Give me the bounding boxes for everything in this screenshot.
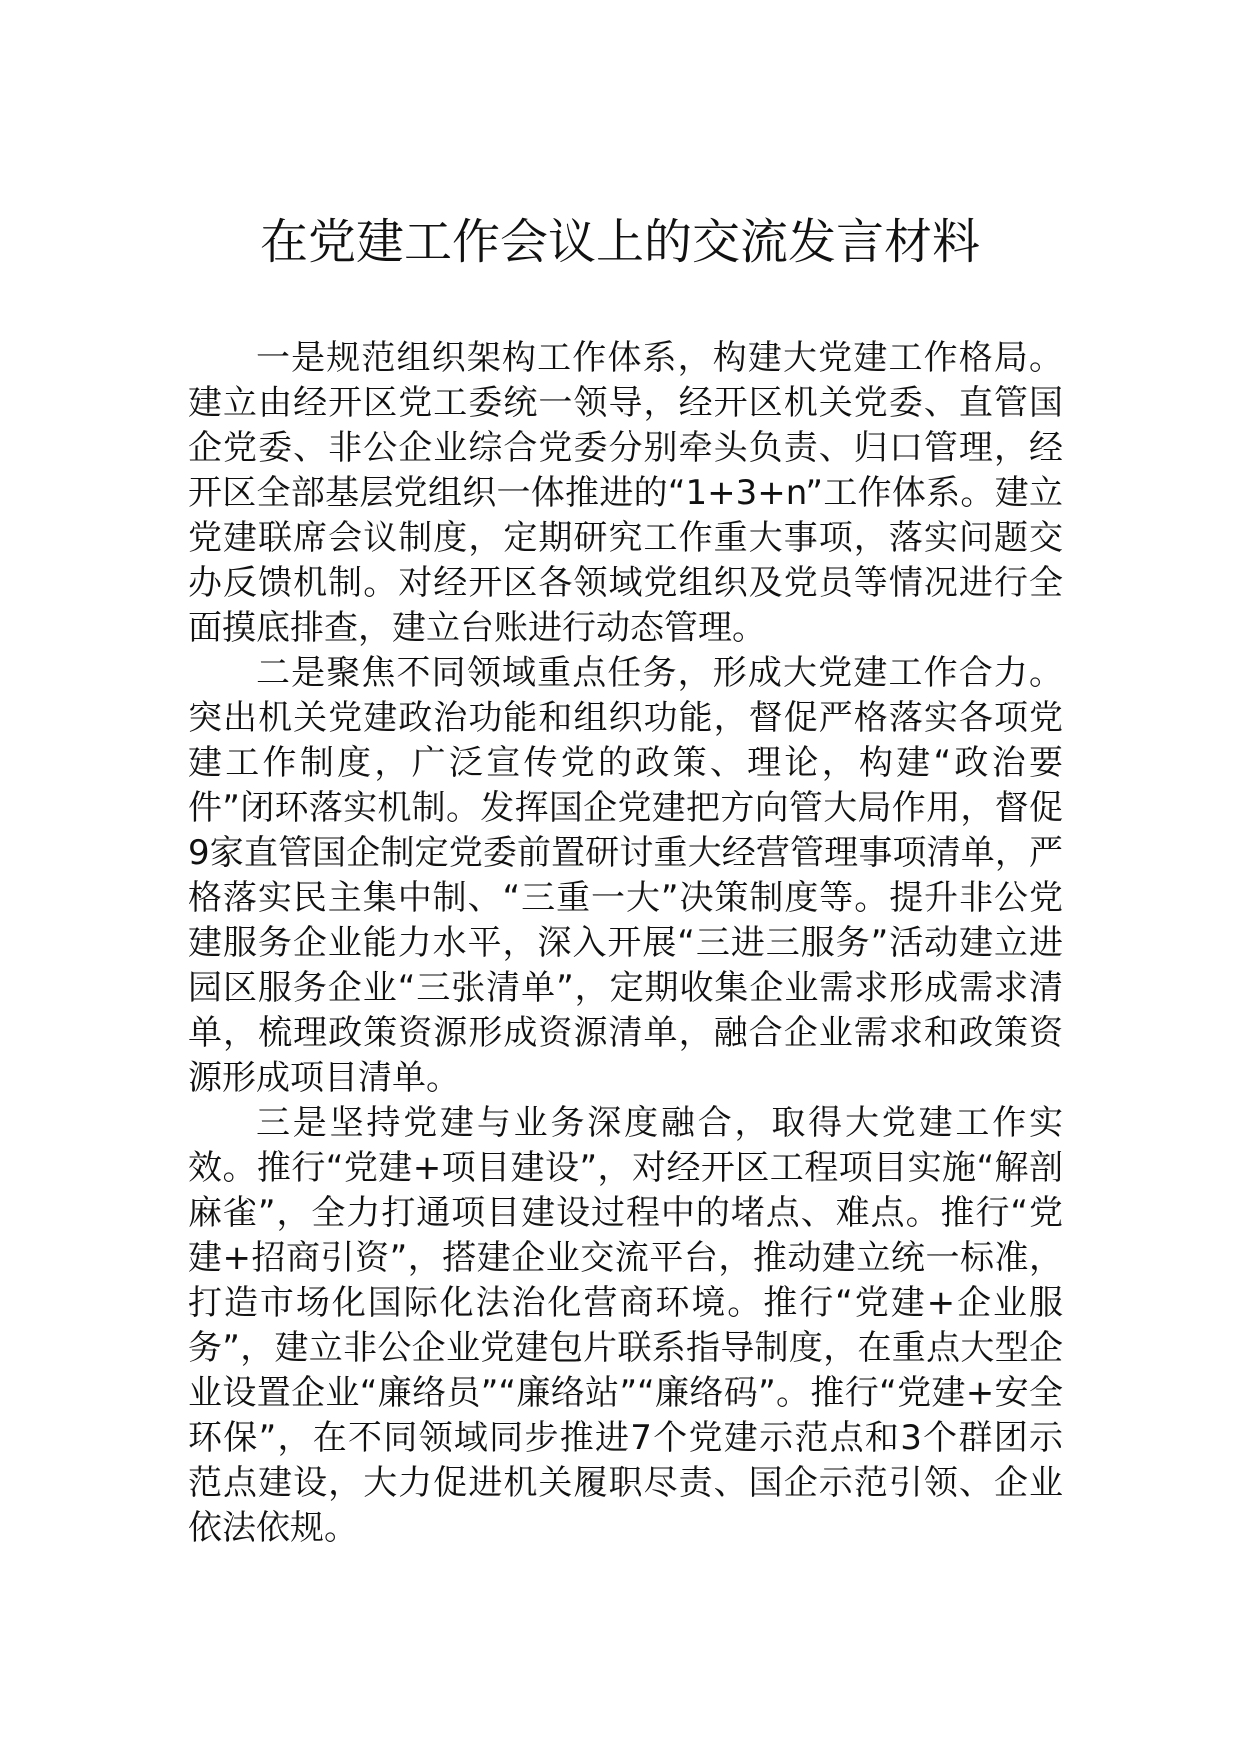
document-body: [188, 336, 1063, 1551]
paragraph-1: 一是规范组织架构工作体系，构建大党建工作格局。建立由经开区党工委统一领导，经开区机关党委、直管国企党委、非公企业综合党委分别牵头负责、归口管理，经开区全部基层党组织一体推进的“1+3+n”工作体系。建立党建联席会议制度，定期研究工作重大事项，落实问题交办反馈机制。对经开区各领域党组织及党员等情况进行全面摸底排查，建立台账进行动态管理。: [188, 338, 1063, 648]
document-title: 在党建工作会议上的交流发言材料: [259, 214, 980, 270]
paragraph-3: 三是坚持党建与业务深度融合，取得大党建工作实效。推行“党建+项目建设”，对经开区工程项目实施“解剖麻雀”，全力打通项目建设过程中的堵点、难点。推行“党建+招商引资”，搭建企业交流平台，推动建立统一标准，打造市场化国际化法治化营商环境。推行“党建+企业服务”，建立非公企业党建包片联系指导制度，在重点大型企业设置企业“廉络员”“廉络站”“廉络码”。推行“党建+安全环保”，在不同领域同步推进7个党建示范点和3个群团示范点建设，大力促进机关履职尽责、国企示范引领、企业依法依规。: [188, 1103, 1063, 1548]
paragraph-2: 二是聚焦不同领域重点任务，形成大党建工作合力。突出机关党建政治功能和组织功能，督促严格落实各项党建工作制度，广泛宣传党的政策、理论，构建“政治要件”闭环落实机制。发挥国企党建把方向管大局作用，督促9家直管国企制定党委前置研讨重大经营管理事项清单，严格落实民主集中制、“三重一大”决策制度等。提升非公党建服务企业能力水平，深入开展“三进三服务”活动建立进园区服务企业“三张清单”，定期收集企业需求形成需求清单，梳理政策资源形成资源清单，融合企业需求和政策资源形成项目清单。: [188, 653, 1063, 1098]
